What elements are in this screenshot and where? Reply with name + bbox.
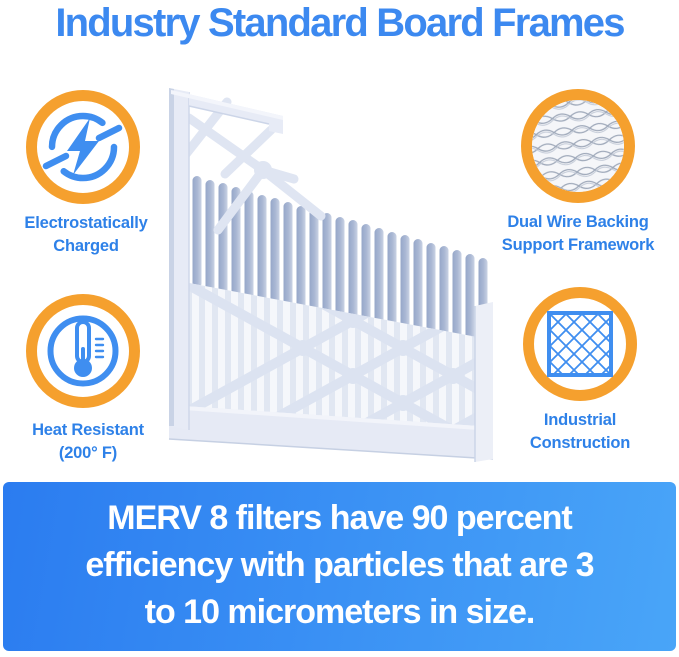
thermometer-icon xyxy=(37,305,129,397)
feature-ring-heat-resistant xyxy=(26,294,140,408)
lightning-bolt-circle-icon xyxy=(37,101,129,193)
feature-label-heat-resistant: Heat Resistant (200° F) xyxy=(32,421,144,462)
feature-label-electrostatic: Electrostatically Charged xyxy=(24,214,148,255)
feature-ring-wire-backing xyxy=(521,89,635,203)
merv-banner xyxy=(3,482,676,651)
air-filter-image xyxy=(163,78,503,478)
feature-ring-industrial xyxy=(523,287,637,401)
banner-line-3: to 10 micrometers in size. xyxy=(144,593,535,631)
banner-line-1: MERV 8 filters have 90 percent xyxy=(107,499,572,537)
feature-ring-electrostatic xyxy=(26,90,140,204)
wire-mesh-photo-icon xyxy=(532,100,624,192)
feature-label-industrial: Industrial Construction xyxy=(529,411,631,452)
banner-line-2: efficiency with particles that are 3 xyxy=(85,546,594,584)
diamond-lattice-square-icon xyxy=(534,298,626,390)
page-title: Industry Standard Board Frames xyxy=(55,1,624,45)
air-filter-illustration xyxy=(163,78,503,478)
feature-label-wire-backing: Dual Wire Backing Support Framework xyxy=(501,213,655,254)
